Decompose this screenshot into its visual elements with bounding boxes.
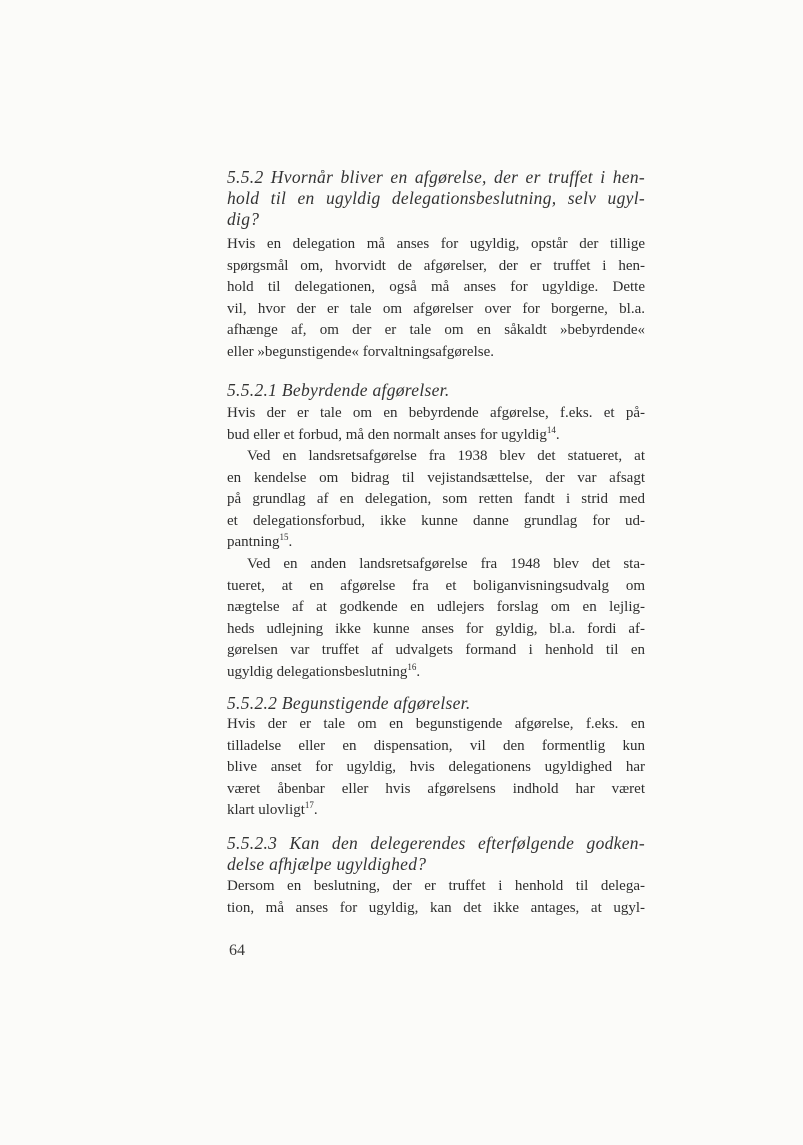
text-line: heds udlejning ikke kunne anses for gyldig, bl.a. fordi af- <box>227 620 645 637</box>
heading-line: hold til en ugyldig delegationsbeslutning, selv ugyl- <box>227 188 645 208</box>
paragraph-2 <box>227 403 645 446</box>
text-span: bud eller et forbud, må den normalt anses for ugyldig <box>227 426 547 443</box>
text-line <box>227 425 645 447</box>
section-heading-5-5-2 <box>227 167 645 230</box>
text-line: spørgsmål om, hvorvidt de afgørelser, der er truffet i hen- <box>227 257 645 274</box>
text-line <box>227 662 645 684</box>
text-span: ugyldig delegationsbeslutning <box>227 663 408 680</box>
text-span: . <box>416 663 421 680</box>
heading-line: delse afhjælpe ugyldighed? <box>227 854 427 874</box>
text-line: blive anset for ugyldig, hvis delegationens ugyldighed har <box>227 759 645 775</box>
footnote-ref-14[interactable]: 14 <box>546 424 556 435</box>
text-line: Hvis der er tale om en begunstigende afgørelse, f.eks. en <box>227 716 645 732</box>
paragraph-5 <box>227 714 645 822</box>
text-line: et delegationsforbud, ikke kunne danne grundlag for ud- <box>227 512 645 529</box>
text-span: . <box>555 426 560 443</box>
text-line: hold til delegationen, også må anses for ugyldige. Dette <box>227 279 645 295</box>
text-span: pantning <box>227 534 280 550</box>
text-line: Dersom en beslutning, der er truffet i henhold til delega- <box>227 878 645 894</box>
section-heading-5-5-2-1 <box>227 380 645 401</box>
text-span: . <box>288 534 293 550</box>
paragraph-6 <box>227 876 645 919</box>
heading-text: 5.5.2.2 Begunstigende afgørelser. <box>227 693 471 713</box>
text-line: eller »begunstigende« forvaltningsafgørelse. <box>227 343 494 360</box>
section-heading-5-5-2-3 <box>227 833 645 875</box>
text-line: tueret, at en afgørelse fra et boliganvisningsudvalg om <box>227 577 645 594</box>
text-line: gørelsen var truffet af udvalgets formand i henhold til en <box>227 642 645 658</box>
paragraph-3 <box>227 446 645 554</box>
footnote-ref-16[interactable]: 16 <box>407 661 417 672</box>
footnote-ref-15[interactable]: 15 <box>279 532 289 542</box>
heading-line: 5.5.2 Hvornår bliver en afgørelse, der er truffet i hen- <box>227 167 645 187</box>
paragraph-4 <box>227 554 645 683</box>
text-span: klart ulovligt <box>227 802 305 818</box>
text-line: tilladelse eller en dispensation, vil den formentlig kun <box>227 737 645 754</box>
text-line: på grundlag af en delegation, som retten fandt i strid med <box>227 491 645 507</box>
text-line <box>227 800 645 822</box>
heading-line: 5.5.2.3 Kan den delegerendes efterfølgende godken- <box>227 833 645 853</box>
text-line: Ved en anden landsretsafgørelse fra 1948 blev det sta- <box>247 556 645 572</box>
text-line <box>227 532 645 554</box>
text-line: en kendelse om bidrag til vejistandsættelse, der var afsagt <box>227 469 645 486</box>
text-span: . <box>313 802 318 818</box>
footnote-ref-17[interactable]: 17 <box>304 800 314 810</box>
text-line: nægtelse af at godkende en udlejers forslag om en lejlig- <box>227 599 645 615</box>
section-heading-5-5-2-2 <box>227 693 645 714</box>
paragraph-1 <box>227 234 645 363</box>
text-line: tion, må anses for ugyldig, kan det ikke antages, at ugyl- <box>227 899 645 916</box>
text-line: vil, hvor der er tale om afgørelser over for borgerne, bl.a. <box>227 300 645 317</box>
heading-text: 5.5.2.1 Bebyrdende afgørelser. <box>227 380 450 400</box>
page-number: 64 <box>229 942 245 959</box>
text-line: Hvis en delegation må anses for ugyldig, opstår der tillige <box>227 236 645 252</box>
text-line: Ved en landsretsafgørelse fra 1938 blev det statueret, at <box>247 448 645 464</box>
heading-line: dig? <box>227 209 260 229</box>
text-line: afhænge af, om der er tale om en såkaldt »bebyrdende« <box>227 322 645 338</box>
text-line: Hvis der er tale om en bebyrdende afgørelse, f.eks. et på- <box>227 405 645 421</box>
text-line: været åbenbar eller hvis afgørelsens indhold har været <box>227 780 645 797</box>
